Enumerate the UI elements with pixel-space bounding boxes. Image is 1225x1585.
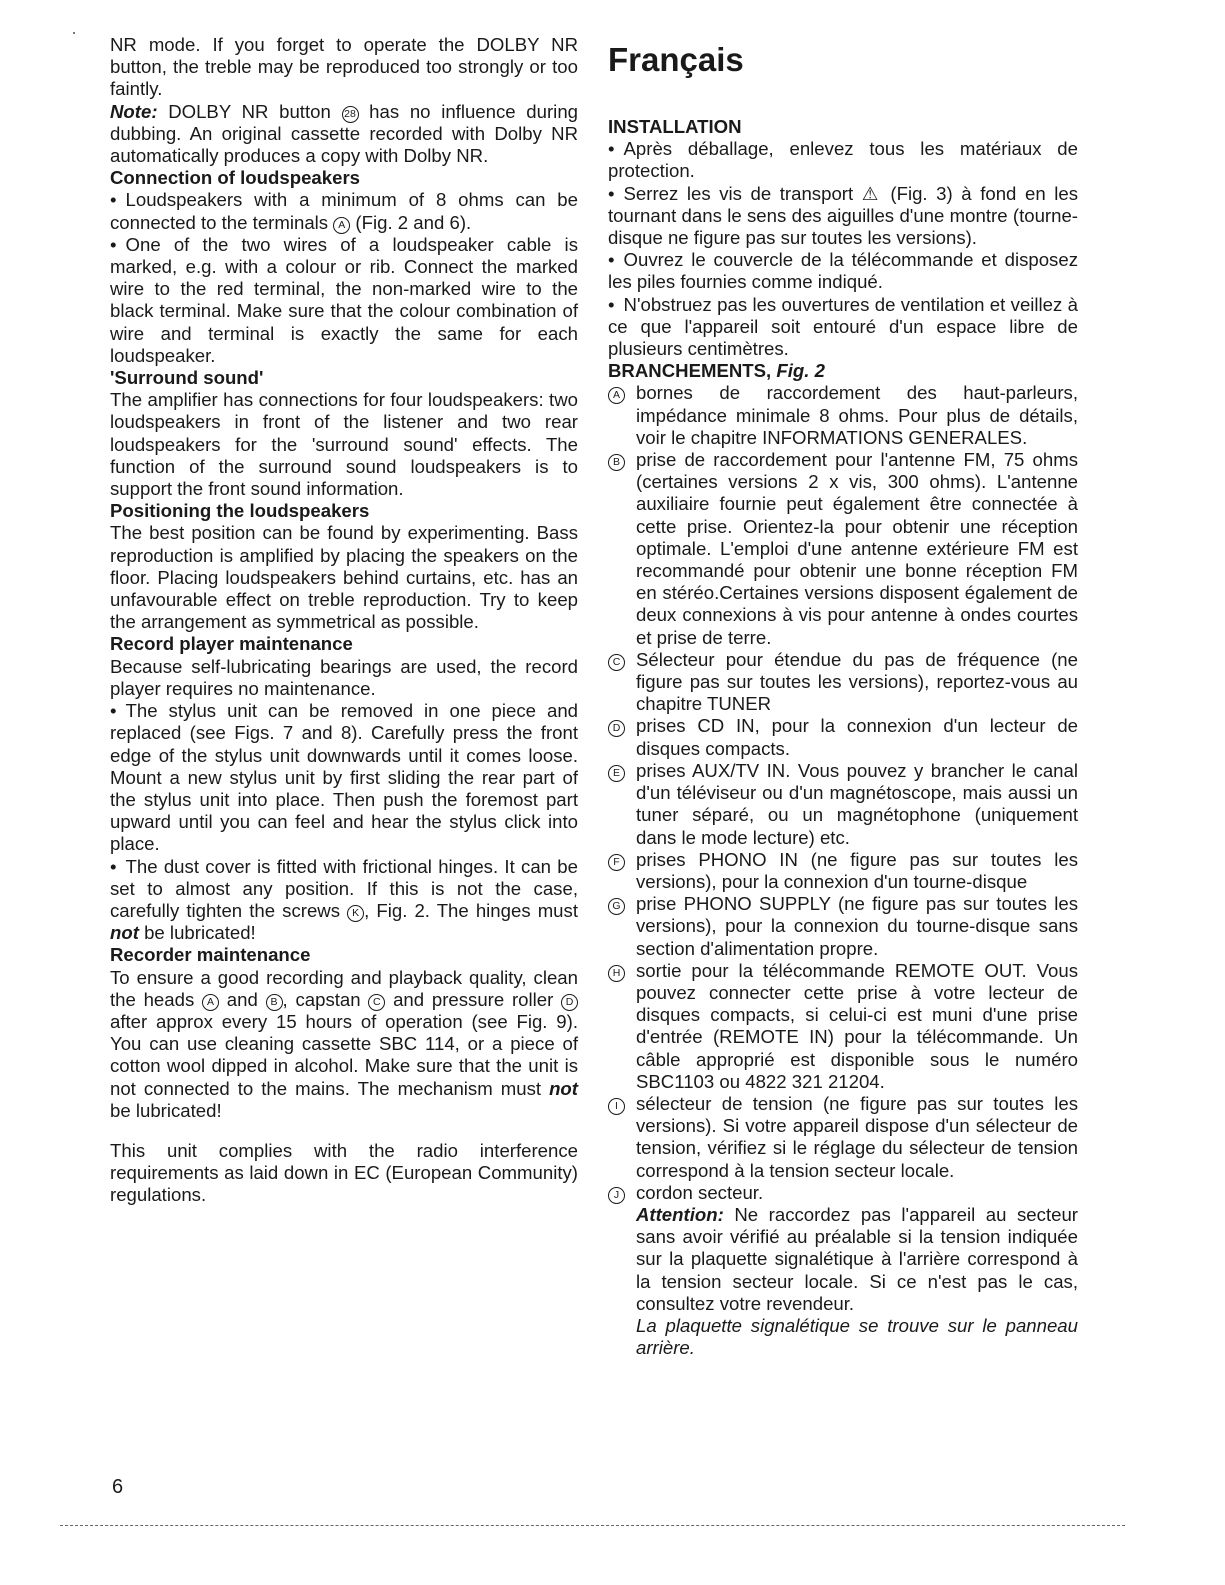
callout-marker: B — [608, 454, 625, 471]
heading-branchements: BRANCHEMENTS, Fig. 2 — [608, 360, 825, 382]
callout-marker: K — [347, 905, 364, 922]
connection-item-text: bornes de raccordement des haut-parleurs, impédance minimale 8 ohms. Pour plus de détails, voir le chapitre INFORMATIONS GENERALES. — [636, 382, 1078, 448]
attention-label: Attention: — [636, 1203, 724, 1225]
heading-loudspeakers: Connection of loudspeakers — [110, 167, 361, 189]
heading-positioning: Positioning the loudspeakers — [110, 500, 370, 522]
heading-surround: 'Surround sound' — [110, 367, 264, 389]
loudspeaker-bullet-2: • One of the two wires of a loudspeaker cable is marked, e.g. with a colour or rib. Connect the marked wire to the red terminal, the non-marked wire to the black terminal. Make sure that the colour combination of wire and terminal is exactly the same for each loudspeaker. — [110, 234, 578, 367]
installation-bullet-2: • Serrez les vis de transport ⚠ (Fig. 3) à fond en les tournant dans le sens des aiguilles d'une montre (tourne-disque ne figure pas sur toutes les versions). — [608, 183, 1078, 250]
connection-item — [608, 449, 1078, 649]
connection-item — [608, 1093, 1078, 1182]
callout-marker: I — [608, 1098, 625, 1115]
dust-cover-bullet: • The dust cover is fitted with frictional hinges. It can be set to almost any position. If this is not the case, carefully tighten the screws K , Fig. 2. The hinges must not be lubricated! — [110, 856, 578, 945]
french-column — [608, 34, 1078, 1359]
callout-marker: C — [368, 994, 385, 1011]
dolby-nr-paragraph: NR mode. If you forget to operate the DOLBY NR button, the treble may be reproduced too strongly or too faintly. — [110, 34, 578, 100]
callout-marker: F — [608, 854, 625, 871]
english-column — [110, 34, 578, 1207]
heading-recorder: Recorder maintenance — [110, 944, 311, 966]
record-player-paragraph: Because self-lubricating bearings are used, the record player requires no maintenance. — [110, 655, 578, 699]
connection-item-text: cordon secteur. — [636, 1181, 764, 1203]
connection-item-text: prises PHONO IN (ne figure pas sur toutes les versions), pour la connexion d'un tourne-disque — [636, 848, 1078, 892]
scan-speck — [73, 32, 75, 34]
compliance-paragraph: This unit complies with the radio interference requirements as laid down in EC (European Community) regulations. — [110, 1139, 578, 1206]
connection-item-text: sélecteur de tension (ne figure pas sur toutes les versions). Si votre appareil dispose d'un sélecteur de tension, vérifiez si le réglage du sélecteur de tension correspond à la tension secteur locale. — [636, 1092, 1078, 1181]
note-paragraph: Note: DOLBY NR button 28 has no influence during dubbing. An original cassette recorded with Dolby NR automatically produces a copy with Dolby NR. — [110, 100, 578, 167]
connection-item — [608, 1182, 1078, 1204]
installation-bullet-4: • N'obstruez pas les ouvertures de ventilation et veillez à ce que l'appareil soit entouré d'un espace libre de plusieurs centimètres. — [608, 294, 1078, 361]
callout-marker: A — [608, 387, 625, 404]
loudspeaker-bullet-1: • Loudspeakers with a minimum of 8 ohms can be connected to the terminals A (Fig. 2 and 6). — [110, 189, 578, 233]
callout-marker: A — [202, 994, 219, 1011]
recorder-paragraph: To ensure a good recording and playback quality, clean the heads A and B , capstan C and pressure roller D after approx every 15 hours of operation (see Fig. 9). You can use cleaning cassette SBC 114, or a piece of cotton wool dipped in alcohol. Make sure that the unit is not connected to the mains. The mechanism must not be lubricated! — [110, 966, 578, 1121]
connection-item-text: prise PHONO SUPPLY (ne figure pas sur toutes les versions), pour la connexion du tourne-disque sans section d'alimentation propre. — [636, 893, 1078, 959]
callout-marker: E — [608, 765, 625, 782]
heading-record-player: Record player maintenance — [110, 633, 353, 655]
connection-item-text: prises AUX/TV IN. Vous pouvez y brancher le canal d'un téléviseur ou d'un magnétoscope, mais aussi un tuner séparé, ou un magnétophone (uniquement dans le mode lecture) etc. — [636, 759, 1078, 848]
connection-item — [608, 760, 1078, 849]
connection-item-text: Sélecteur pour étendue du pas de fréquence (ne figure pas sur toutes les versions), reportez-vous au chapitre TUNER — [636, 648, 1078, 715]
connection-item-text: prise de raccordement pour l'antenne FM, 75 ohms (certaines versions 2 x vis, 300 ohms). L'antenne auxiliaire fournie peut également être connectée à cette prise. Orientez-la pour obtenir une réception optimale. L'emploi d'une antenne extérieure FM est recommandé pour obtenir une bonne réception FM en stéréo.Certaines versions disposent également de deux connexions à vis pour antenne à ondes courtes et prise de terre. — [636, 449, 1078, 648]
connection-item — [608, 893, 1078, 960]
page-title: Français — [608, 41, 744, 78]
attention-paragraph: Attention: Ne raccordez pas l'appareil au secteur sans avoir vérifié au préalable si la tension indiquée sur la plaquette signalétique à l'arrière correspond à la tension secteur locale. Si ce n'est pas le cas, consultez votre revendeur. — [636, 1203, 1078, 1314]
callout-marker: 28 — [342, 106, 359, 123]
installation-bullet-1: • Après déballage, enlevez tous les matériaux de protection. — [608, 138, 1078, 182]
note-label: Note: — [110, 100, 158, 122]
callout-marker: C — [608, 654, 625, 671]
scan-dash-rule — [60, 1525, 1125, 1526]
connection-item-text: sortie pour la télécommande REMOTE OUT. Vous pouvez connecter cette prise à votre lecteur de disques compacts, si celui-ci est muni d'une prise d'entrée (REMOTE IN) pour la télécommande. Un câble approprié est disponible sous le numéro SBC1103 ou 4822 321 21204. — [636, 959, 1078, 1092]
connection-item-text: prises CD IN, pour la connexion d'un lecteur de disques compacts. — [636, 715, 1078, 759]
stylus-bullet: • The stylus unit can be removed in one piece and replaced (see Figs. 7 and 8). Carefully press the front edge of the stylus unit downwards until it comes loose. Mount a new stylus unit by first sliding the rear part of the stylus unit into place. Then push the foremost part upward until you can feel and hear the stylus click into place. — [110, 700, 578, 855]
heading-installation: INSTALLATION — [608, 116, 742, 137]
connection-item — [608, 849, 1078, 893]
connection-item — [608, 649, 1078, 716]
surround-paragraph: The amplifier has connections for four loudspeakers: two loudspeakers in front of the listener and two rear loudspeakers for the 'surround sound' effects. The function of the surround sound loudspeakers is to support the front sound information. — [110, 389, 578, 500]
plaquette-note: La plaquette signalétique se trouve sur le panneau arrière. — [636, 1314, 1078, 1359]
connection-item — [608, 382, 1078, 449]
callout-marker: H — [608, 965, 625, 982]
callout-marker: D — [561, 994, 578, 1011]
callout-marker: A — [333, 217, 350, 234]
page-number: 6 — [112, 1476, 124, 1498]
positioning-paragraph: The best position can be found by experimenting. Bass reproduction is amplified by placing the speakers on the floor. Placing loudspeakers behind curtains, etc. has an unfavourable effect on treble reproduction. Try to keep the arrangement as symmetrical as possible. — [110, 522, 578, 633]
callout-marker: D — [608, 720, 625, 737]
callout-marker: G — [608, 898, 625, 915]
callout-marker: B — [266, 994, 283, 1011]
installation-bullet-3: • Ouvrez le couvercle de la télécommande et disposez les piles fournies comme indiqué. — [608, 249, 1078, 293]
connection-item — [608, 960, 1078, 1093]
warning-triangle-icon: ⚠ — [861, 182, 882, 204]
connection-list — [608, 382, 1078, 1204]
callout-marker: J — [608, 1187, 625, 1204]
connection-item — [608, 715, 1078, 759]
